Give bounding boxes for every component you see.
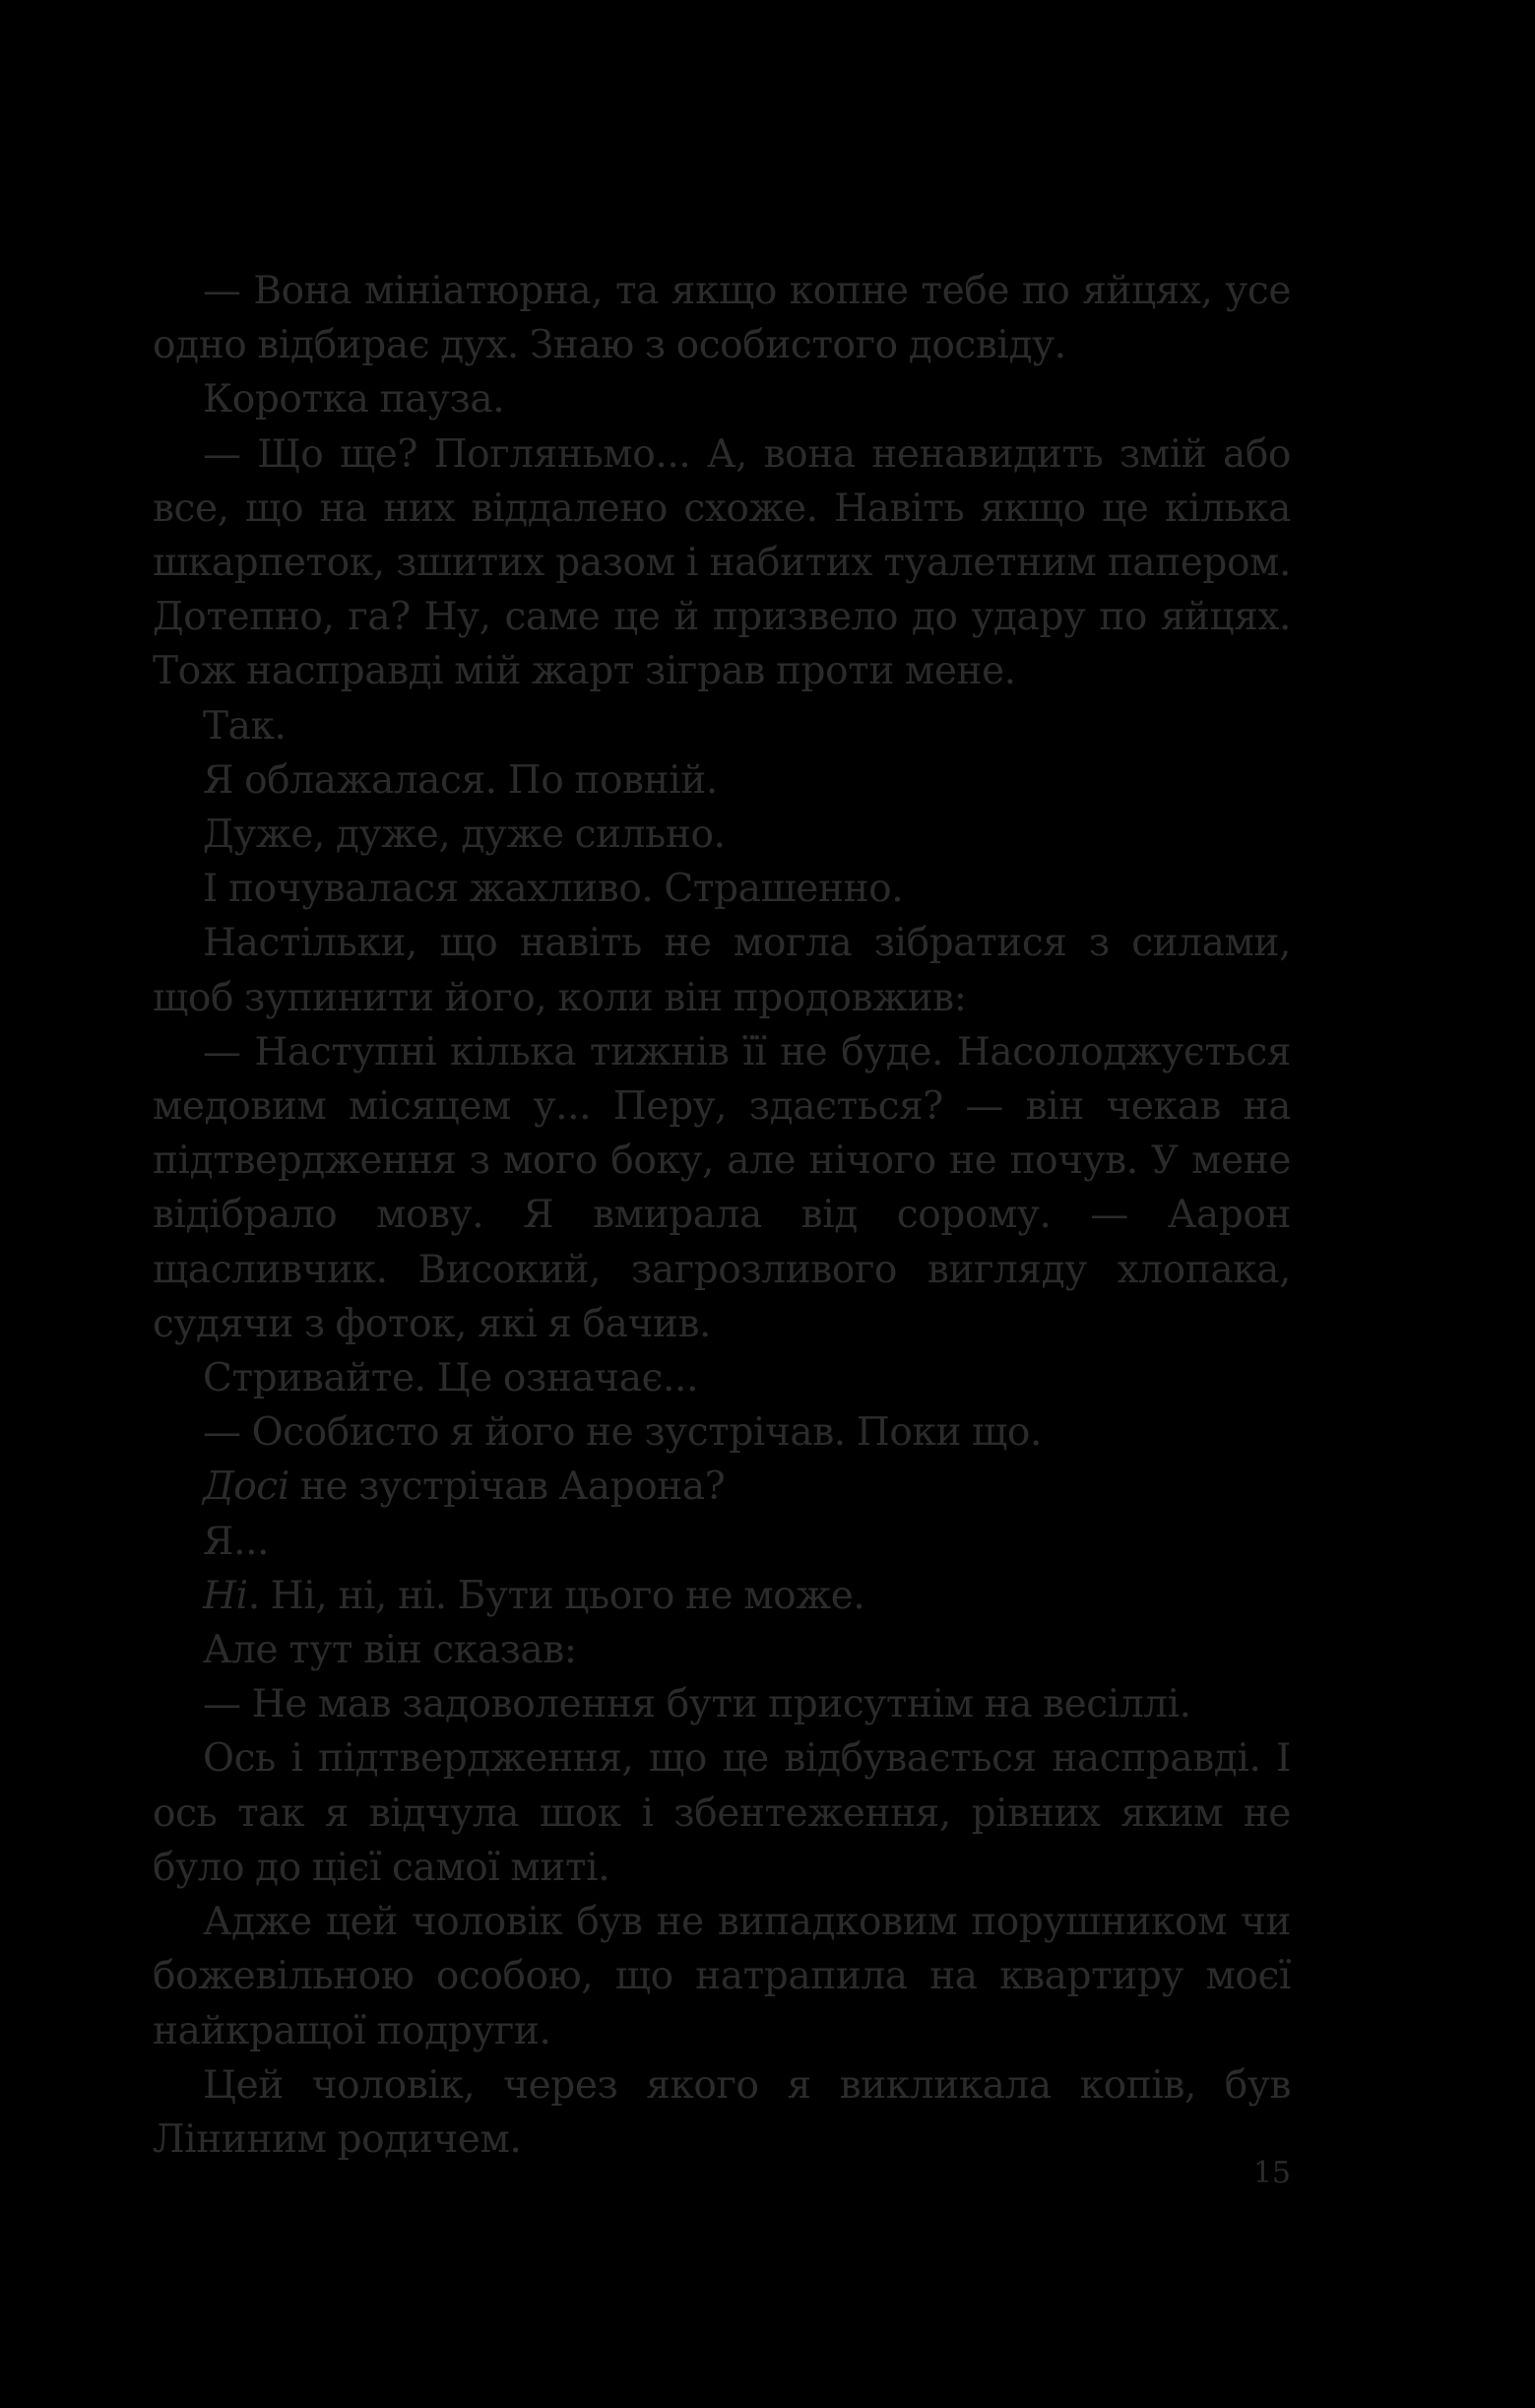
paragraph-18: Адже цей чоловік був не випадковим порушником чи божевільною особою, що натрапила на квартиру моєї найкращої подруги. xyxy=(153,1900,1291,2053)
paragraph-5: Я облажалася. По повній. xyxy=(203,757,718,803)
page-number: 15 xyxy=(1252,2156,1291,2190)
paragraph-4: Так. xyxy=(203,703,287,748)
paragraph-11: — Особисто я його не зустрічав. Поки що. xyxy=(203,1410,1042,1456)
paragraph-10: Стривайте. Це означає... xyxy=(203,1356,698,1401)
paragraph-6: Дуже, дуже, дуже сильно. xyxy=(203,813,726,858)
italic-word: Ні xyxy=(203,1573,248,1618)
paragraph-17: Ось і підтвердження, що це відбувається насправді. І ось так я відчула шок і збентеження, рівних яким не було до цієї самої миті. xyxy=(153,1736,1291,1890)
paragraph-12: Досі не зустрічав Аарона? xyxy=(203,1464,726,1510)
paragraph-1: — Вона мініатюрна, та якщо копне тебе по яйцях, усе одно відбирає дух. Знаю з особистого досвіду. xyxy=(153,269,1291,368)
paragraph-14: Ні. Ні, ні, ні. Бути цього не може. xyxy=(203,1573,865,1618)
paragraph-19: Цей чоловік, через якого я викликала копів, був Ліниним родичем. xyxy=(153,2062,1291,2162)
paragraph-2: Коротка пауза. xyxy=(203,377,505,423)
paragraph-15: Але тут він сказав: xyxy=(203,1628,577,1673)
paragraph-13: Я... xyxy=(203,1519,270,1564)
paragraph-9: — Наступні кілька тижнів її не буде. Насолоджується медовим місяцем у... Перу, здається? — він чекав на підтвердження з мого боку, але нічого не почув. У мене відібрало мову. Я вмирала від сорому. — Аарон щасливчик. Високий, загрозливого вигляду хлопака, судячи з фоток, які я бачив. xyxy=(153,1029,1291,1346)
paragraph-7: І почувалася жахливо. Страшенно. xyxy=(203,867,904,912)
book-page-text xyxy=(153,264,1291,2167)
paragraph-3: — Що ще? Погляньмо... А, вона ненавидить змій або все, що на них віддалено схоже. Навіть якщо це кілька шкарпеток, зшитих разом і набитих туалетним папером. Дотепно, га? Ну, саме це й призвело до удару по яйцях. Тож насправді мій жарт зіграв проти мене. xyxy=(153,431,1291,694)
paragraph-8: Настільки, що навіть не могла зібратися з силами, щоб зупинити його, коли він продовжив: xyxy=(153,921,1291,1020)
paragraph-16: — Не мав задоволення бути присутнім на весіллі. xyxy=(203,1682,1191,1727)
italic-word: Досі xyxy=(203,1464,289,1510)
